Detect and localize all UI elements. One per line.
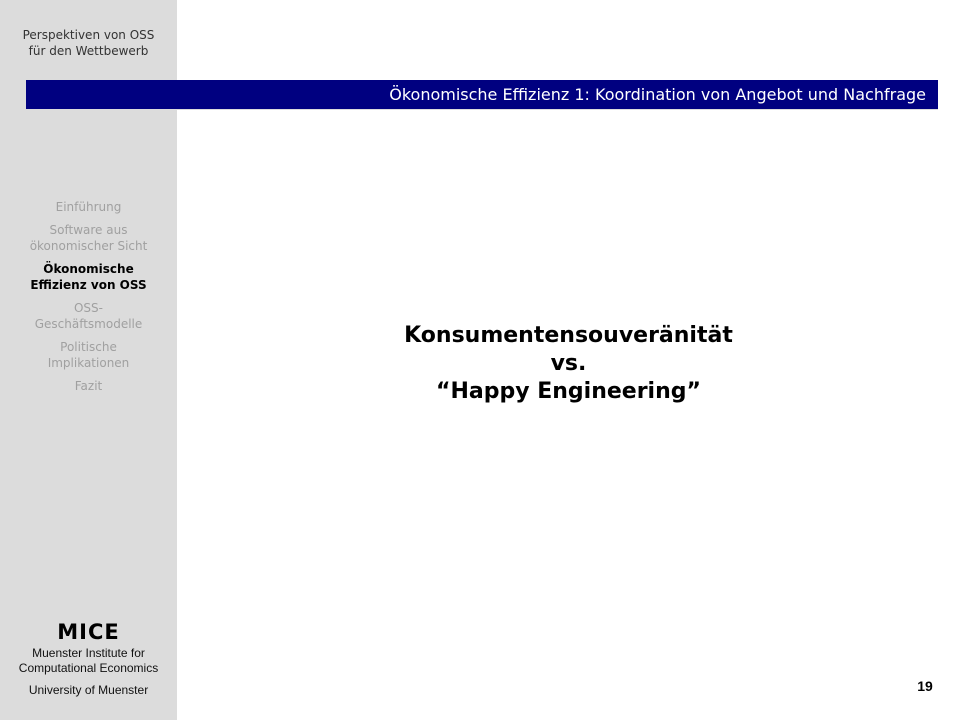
main-line-happy-engineering: “Happy Engineering” [436, 379, 701, 404]
university-name: University of Muenster [28, 683, 149, 697]
nav-item-software[interactable]: Software aus ökonomischer Sicht [29, 223, 148, 253]
presentation-title-line-1: Perspektiven von OSS für den Wettbewerb [22, 28, 155, 58]
nav-item-oekonomische-effizienz[interactable]: Ökonomische Effizienz von OSS [30, 262, 147, 292]
slide-title-bar [26, 80, 938, 110]
nav-item-geschaeftsmodelle[interactable]: OSS- Geschäftsmodelle [34, 301, 143, 331]
slide-main-content [177, 322, 960, 406]
nav-item-einfuehrung[interactable]: Einführung [55, 200, 122, 214]
main-line-consumer-sovereignty: Konsumentensouveränität [404, 323, 733, 348]
main-line-versus: vs. [550, 351, 587, 376]
nav-item-fazit[interactable]: Fazit [74, 379, 103, 393]
mice-logo: MICE [57, 620, 120, 644]
nav-item-politische-implikationen[interactable]: Politische Implikationen [47, 340, 130, 370]
section-nav [0, 199, 177, 401]
presentation-title [0, 27, 177, 59]
institute-name: Muenster Institute for Computational Economics [18, 646, 159, 675]
slide-title: Ökonomische Effizienz 1: Koordination von Angebot und Nachfrage [389, 85, 926, 104]
page-number: 19 [917, 678, 933, 694]
